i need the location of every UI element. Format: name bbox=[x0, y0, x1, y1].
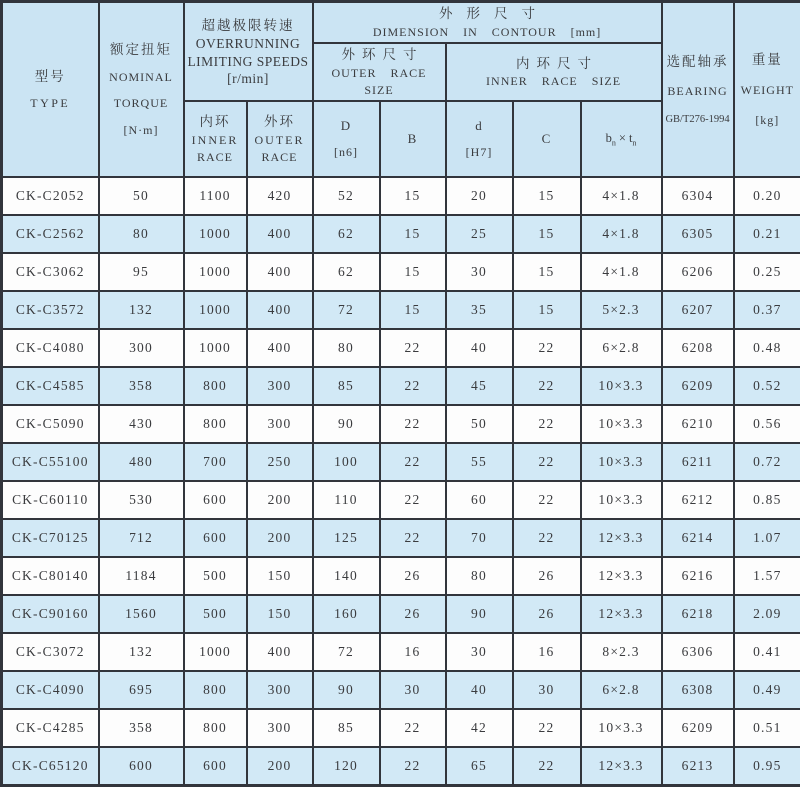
cell-inner_speed: 600 bbox=[184, 481, 247, 519]
header-col-B-letter: B bbox=[383, 131, 443, 147]
cell-weight: 0.41 bbox=[734, 633, 800, 671]
header-weight-unit: [kg] bbox=[737, 111, 799, 129]
cell-B: 22 bbox=[380, 329, 446, 367]
cell-type: CK-C65120 bbox=[2, 747, 99, 785]
cell-inner_speed: 500 bbox=[184, 595, 247, 633]
header-bearing bbox=[662, 2, 734, 178]
header-outer-race-speed bbox=[247, 101, 313, 177]
cell-torque: 50 bbox=[99, 177, 184, 215]
cell-D: 110 bbox=[313, 481, 380, 519]
header-speeds-unit: [r/min] bbox=[187, 70, 310, 88]
table-row bbox=[2, 253, 800, 291]
cell-d: 55 bbox=[446, 443, 513, 481]
cell-d: 90 bbox=[446, 595, 513, 633]
cell-d: 25 bbox=[446, 215, 513, 253]
cell-outer_speed: 200 bbox=[247, 481, 313, 519]
header-outer-race-size bbox=[313, 43, 446, 101]
header-dimension bbox=[313, 2, 662, 43]
cell-weight: 0.51 bbox=[734, 709, 800, 747]
table-row bbox=[2, 177, 800, 215]
header-col-d bbox=[446, 101, 513, 177]
cell-bt: 12×3.3 bbox=[581, 595, 662, 633]
cell-outer_speed: 200 bbox=[247, 519, 313, 557]
cell-bt: 4×1.8 bbox=[581, 177, 662, 215]
cell-bearing: 6216 bbox=[662, 557, 734, 595]
cell-B: 26 bbox=[380, 595, 446, 633]
cell-d: 65 bbox=[446, 747, 513, 785]
cell-C: 30 bbox=[513, 671, 581, 709]
cell-bearing: 6207 bbox=[662, 291, 734, 329]
cell-torque: 95 bbox=[99, 253, 184, 291]
cell-bearing: 6308 bbox=[662, 671, 734, 709]
header-inner-race-speed-en2: RACE bbox=[187, 149, 244, 166]
cell-torque: 600 bbox=[99, 747, 184, 785]
cell-C: 22 bbox=[513, 367, 581, 405]
header-outer-race-size-en: OUTER RACE SIZE bbox=[316, 65, 443, 100]
cell-type: CK-C4585 bbox=[2, 367, 99, 405]
table-row bbox=[2, 671, 800, 709]
cell-d: 50 bbox=[446, 405, 513, 443]
cell-outer_speed: 300 bbox=[247, 671, 313, 709]
cell-d: 80 bbox=[446, 557, 513, 595]
table-header bbox=[2, 2, 800, 178]
cell-bt: 8×2.3 bbox=[581, 633, 662, 671]
cell-inner_speed: 600 bbox=[184, 519, 247, 557]
cell-D: 80 bbox=[313, 329, 380, 367]
header-torque-en1: NOMINAL bbox=[102, 69, 181, 86]
bt-sub2: n bbox=[632, 139, 636, 148]
cell-C: 22 bbox=[513, 329, 581, 367]
cell-torque: 530 bbox=[99, 481, 184, 519]
cell-inner_speed: 1000 bbox=[184, 329, 247, 367]
header-inner-race-size-en: INNER RACE SIZE bbox=[449, 73, 659, 90]
cell-D: 72 bbox=[313, 633, 380, 671]
cell-D: 90 bbox=[313, 405, 380, 443]
cell-weight: 0.37 bbox=[734, 291, 800, 329]
cell-inner_speed: 1000 bbox=[184, 633, 247, 671]
cell-C: 15 bbox=[513, 215, 581, 253]
cell-weight: 0.20 bbox=[734, 177, 800, 215]
table-row bbox=[2, 519, 800, 557]
cell-outer_speed: 250 bbox=[247, 443, 313, 481]
cell-C: 26 bbox=[513, 557, 581, 595]
header-col-D bbox=[313, 101, 380, 177]
cell-torque: 430 bbox=[99, 405, 184, 443]
header-outer-race-speed-en2: RACE bbox=[250, 149, 310, 166]
header-col-C bbox=[513, 101, 581, 177]
cell-weight: 0.95 bbox=[734, 747, 800, 785]
cell-bt: 12×3.3 bbox=[581, 557, 662, 595]
header-col-D-letter: D bbox=[316, 118, 377, 134]
cell-bt: 10×3.3 bbox=[581, 481, 662, 519]
cell-bt: 6×2.8 bbox=[581, 329, 662, 367]
cell-inner_speed: 1000 bbox=[184, 253, 247, 291]
cell-bt: 4×1.8 bbox=[581, 253, 662, 291]
header-col-D-tolerance: [n6] bbox=[316, 143, 377, 161]
header-torque bbox=[99, 2, 184, 178]
cell-weight: 0.85 bbox=[734, 481, 800, 519]
header-weight-zh: 重量 bbox=[737, 50, 799, 70]
cell-D: 52 bbox=[313, 177, 380, 215]
cell-bearing: 6208 bbox=[662, 329, 734, 367]
cell-bearing: 6305 bbox=[662, 215, 734, 253]
cell-bearing: 6214 bbox=[662, 519, 734, 557]
header-outer-race-speed-zh: 外环 bbox=[250, 112, 310, 132]
cell-type: CK-C2562 bbox=[2, 215, 99, 253]
cell-B: 22 bbox=[380, 709, 446, 747]
cell-type: CK-C4080 bbox=[2, 329, 99, 367]
cell-type: CK-C3572 bbox=[2, 291, 99, 329]
cell-torque: 695 bbox=[99, 671, 184, 709]
cell-B: 15 bbox=[380, 215, 446, 253]
cell-bt: 10×3.3 bbox=[581, 367, 662, 405]
cell-bt: 10×3.3 bbox=[581, 443, 662, 481]
cell-outer_speed: 400 bbox=[247, 633, 313, 671]
cell-outer_speed: 400 bbox=[247, 291, 313, 329]
cell-outer_speed: 300 bbox=[247, 367, 313, 405]
cell-bt: 4×1.8 bbox=[581, 215, 662, 253]
header-weight bbox=[734, 2, 800, 178]
header-col-d-tolerance: [H7] bbox=[449, 143, 510, 161]
cell-torque: 358 bbox=[99, 367, 184, 405]
bt-base1: b bbox=[606, 131, 612, 145]
cell-d: 35 bbox=[446, 291, 513, 329]
cell-inner_speed: 1100 bbox=[184, 177, 247, 215]
header-bearing-zh: 选配轴承 bbox=[665, 52, 731, 72]
cell-C: 22 bbox=[513, 405, 581, 443]
cell-B: 15 bbox=[380, 177, 446, 215]
cell-torque: 1184 bbox=[99, 557, 184, 595]
header-speeds-zh: 超越极限转速 bbox=[187, 16, 310, 36]
cell-bearing: 6210 bbox=[662, 405, 734, 443]
cell-torque: 132 bbox=[99, 633, 184, 671]
cell-D: 62 bbox=[313, 253, 380, 291]
cell-B: 22 bbox=[380, 405, 446, 443]
header-torque-en2: TORQUE bbox=[102, 95, 181, 112]
header-col-C-letter: C bbox=[516, 131, 578, 147]
cell-torque: 712 bbox=[99, 519, 184, 557]
cell-d: 60 bbox=[446, 481, 513, 519]
cell-bt: 6×2.8 bbox=[581, 671, 662, 709]
header-inner-race-size bbox=[446, 43, 662, 101]
header-torque-unit: [N·m] bbox=[102, 121, 181, 139]
header-speeds-en2: LIMITING SPEEDS bbox=[187, 53, 310, 71]
cell-outer_speed: 300 bbox=[247, 709, 313, 747]
cell-weight: 0.49 bbox=[734, 671, 800, 709]
header-bearing-standard: GB/T276-1994 bbox=[665, 113, 731, 128]
cell-torque: 300 bbox=[99, 329, 184, 367]
table-body bbox=[2, 177, 800, 785]
header-overrunning-speeds bbox=[184, 2, 313, 102]
cell-inner_speed: 600 bbox=[184, 747, 247, 785]
header-inner-race-speed-zh: 内环 bbox=[187, 112, 244, 132]
cell-inner_speed: 1000 bbox=[184, 215, 247, 253]
header-type bbox=[2, 2, 99, 178]
header-dimension-en: DIMENSION IN CONTOUR [mm] bbox=[316, 24, 659, 41]
table-row bbox=[2, 481, 800, 519]
cell-B: 26 bbox=[380, 557, 446, 595]
cell-d: 40 bbox=[446, 671, 513, 709]
cell-bearing: 6211 bbox=[662, 443, 734, 481]
cell-inner_speed: 800 bbox=[184, 367, 247, 405]
cell-B: 22 bbox=[380, 367, 446, 405]
cell-outer_speed: 400 bbox=[247, 253, 313, 291]
cell-B: 22 bbox=[380, 747, 446, 785]
bt-base2: t bbox=[629, 131, 632, 145]
cell-B: 22 bbox=[380, 443, 446, 481]
cell-weight: 2.09 bbox=[734, 595, 800, 633]
cell-B: 30 bbox=[380, 671, 446, 709]
cell-d: 30 bbox=[446, 253, 513, 291]
cell-outer_speed: 400 bbox=[247, 215, 313, 253]
cell-type: CK-C2052 bbox=[2, 177, 99, 215]
cell-weight: 1.57 bbox=[734, 557, 800, 595]
table-row bbox=[2, 367, 800, 405]
cell-C: 15 bbox=[513, 291, 581, 329]
header-col-B bbox=[380, 101, 446, 177]
cell-type: CK-C3072 bbox=[2, 633, 99, 671]
cell-bearing: 6218 bbox=[662, 595, 734, 633]
header-type-en: TYPE bbox=[5, 95, 96, 112]
cell-B: 22 bbox=[380, 519, 446, 557]
cell-C: 16 bbox=[513, 633, 581, 671]
cell-d: 20 bbox=[446, 177, 513, 215]
header-speeds-en1: OVERRUNNING bbox=[187, 35, 310, 53]
cell-C: 26 bbox=[513, 595, 581, 633]
cell-C: 22 bbox=[513, 481, 581, 519]
table-row bbox=[2, 215, 800, 253]
cell-outer_speed: 420 bbox=[247, 177, 313, 215]
cell-weight: 0.52 bbox=[734, 367, 800, 405]
cell-type: CK-C90160 bbox=[2, 595, 99, 633]
cell-d: 30 bbox=[446, 633, 513, 671]
bt-sub1: n bbox=[612, 139, 616, 148]
cell-bearing: 6304 bbox=[662, 177, 734, 215]
cell-bearing: 6209 bbox=[662, 709, 734, 747]
cell-torque: 1560 bbox=[99, 595, 184, 633]
cell-bearing: 6213 bbox=[662, 747, 734, 785]
cell-D: 160 bbox=[313, 595, 380, 633]
cell-bt: 12×3.3 bbox=[581, 519, 662, 557]
cell-bt: 5×2.3 bbox=[581, 291, 662, 329]
cell-torque: 358 bbox=[99, 709, 184, 747]
header-inner-race-speed-en1: INNER bbox=[187, 132, 244, 149]
cell-inner_speed: 1000 bbox=[184, 291, 247, 329]
cell-d: 42 bbox=[446, 709, 513, 747]
cell-bt: 10×3.3 bbox=[581, 709, 662, 747]
cell-D: 90 bbox=[313, 671, 380, 709]
cell-type: CK-C5090 bbox=[2, 405, 99, 443]
cell-bt: 10×3.3 bbox=[581, 405, 662, 443]
cell-inner_speed: 700 bbox=[184, 443, 247, 481]
table-row bbox=[2, 557, 800, 595]
cell-d: 45 bbox=[446, 367, 513, 405]
multiply-sign: × bbox=[619, 131, 626, 145]
cell-type: CK-C60110 bbox=[2, 481, 99, 519]
cell-bt: 12×3.3 bbox=[581, 747, 662, 785]
cell-D: 85 bbox=[313, 709, 380, 747]
cell-type: CK-C80140 bbox=[2, 557, 99, 595]
cell-torque: 480 bbox=[99, 443, 184, 481]
cell-bearing: 6212 bbox=[662, 481, 734, 519]
header-col-bt bbox=[581, 101, 662, 177]
cell-D: 120 bbox=[313, 747, 380, 785]
cell-torque: 80 bbox=[99, 215, 184, 253]
cell-D: 125 bbox=[313, 519, 380, 557]
cell-weight: 0.48 bbox=[734, 329, 800, 367]
cell-type: CK-C4090 bbox=[2, 671, 99, 709]
cell-B: 15 bbox=[380, 253, 446, 291]
cell-type: CK-C3062 bbox=[2, 253, 99, 291]
cell-B: 16 bbox=[380, 633, 446, 671]
cell-D: 72 bbox=[313, 291, 380, 329]
cell-outer_speed: 150 bbox=[247, 557, 313, 595]
cell-D: 85 bbox=[313, 367, 380, 405]
cell-C: 15 bbox=[513, 253, 581, 291]
table-row bbox=[2, 747, 800, 785]
table-row bbox=[2, 329, 800, 367]
header-torque-zh: 额定扭矩 bbox=[102, 40, 181, 60]
cell-weight: 1.07 bbox=[734, 519, 800, 557]
cell-C: 15 bbox=[513, 177, 581, 215]
cell-type: CK-C4285 bbox=[2, 709, 99, 747]
cell-d: 40 bbox=[446, 329, 513, 367]
cell-inner_speed: 800 bbox=[184, 709, 247, 747]
cell-type: CK-C55100 bbox=[2, 443, 99, 481]
header-type-zh: 型号 bbox=[5, 67, 96, 87]
header-outer-race-speed-en1: OUTER bbox=[250, 132, 310, 149]
table-row bbox=[2, 633, 800, 671]
cell-bearing: 6209 bbox=[662, 367, 734, 405]
cell-d: 70 bbox=[446, 519, 513, 557]
cell-weight: 0.72 bbox=[734, 443, 800, 481]
table-row bbox=[2, 405, 800, 443]
cell-D: 100 bbox=[313, 443, 380, 481]
header-inner-race-speed bbox=[184, 101, 247, 177]
cell-outer_speed: 150 bbox=[247, 595, 313, 633]
cell-outer_speed: 300 bbox=[247, 405, 313, 443]
cell-weight: 0.56 bbox=[734, 405, 800, 443]
cell-B: 22 bbox=[380, 481, 446, 519]
table-row bbox=[2, 709, 800, 747]
cell-C: 22 bbox=[513, 747, 581, 785]
header-weight-en: WEIGHT bbox=[737, 82, 799, 99]
cell-bearing: 6306 bbox=[662, 633, 734, 671]
header-outer-race-size-zh: 外环尺寸 bbox=[316, 45, 443, 65]
table-row bbox=[2, 443, 800, 481]
cell-D: 62 bbox=[313, 215, 380, 253]
cell-weight: 0.25 bbox=[734, 253, 800, 291]
cell-inner_speed: 800 bbox=[184, 671, 247, 709]
header-dimension-zh: 外形尺寸 bbox=[316, 4, 659, 24]
table-row bbox=[2, 291, 800, 329]
table-row bbox=[2, 595, 800, 633]
cell-type: CK-C70125 bbox=[2, 519, 99, 557]
cell-inner_speed: 500 bbox=[184, 557, 247, 595]
cell-outer_speed: 400 bbox=[247, 329, 313, 367]
cell-D: 140 bbox=[313, 557, 380, 595]
header-col-d-letter: d bbox=[449, 118, 510, 134]
cell-inner_speed: 800 bbox=[184, 405, 247, 443]
cell-B: 15 bbox=[380, 291, 446, 329]
cell-outer_speed: 200 bbox=[247, 747, 313, 785]
cell-C: 22 bbox=[513, 709, 581, 747]
cell-torque: 132 bbox=[99, 291, 184, 329]
header-inner-race-size-zh: 内环尺寸 bbox=[449, 54, 659, 74]
cell-bearing: 6206 bbox=[662, 253, 734, 291]
cell-C: 22 bbox=[513, 443, 581, 481]
cell-weight: 0.21 bbox=[734, 215, 800, 253]
header-bearing-en: BEARING bbox=[665, 83, 731, 100]
cell-C: 22 bbox=[513, 519, 581, 557]
